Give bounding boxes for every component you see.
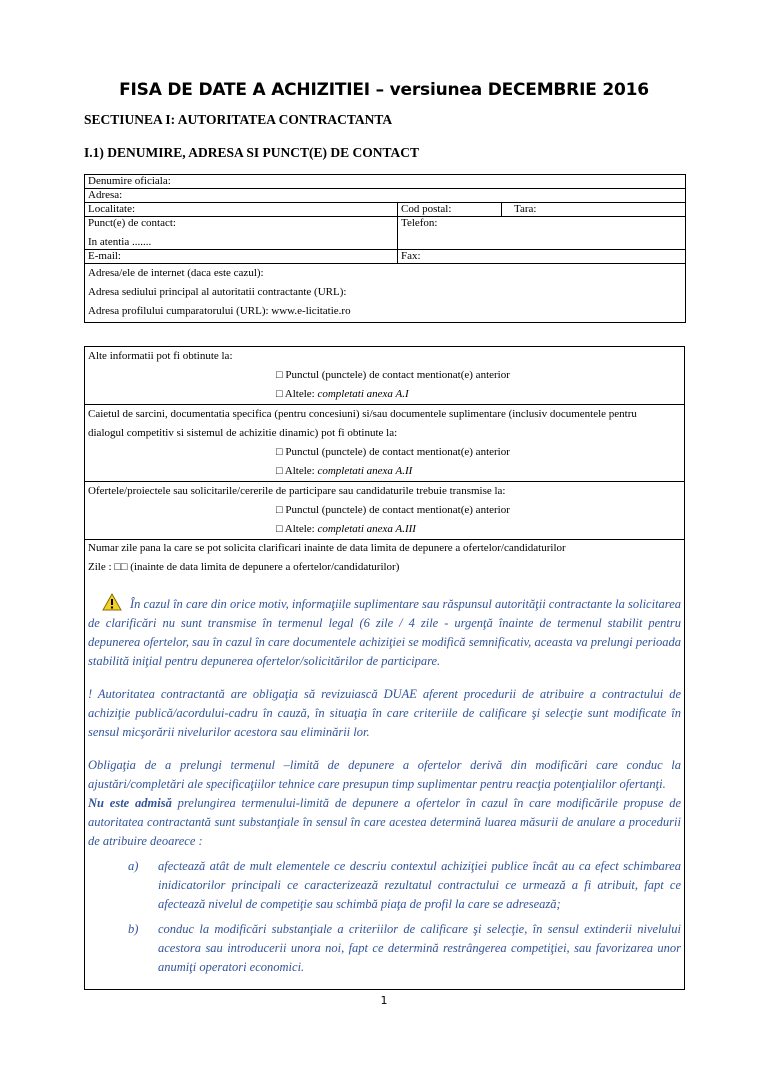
document-title: FISA DE DATE A ACHIZITIEI – versiunea DECEMBRIE 2016 <box>119 80 649 100</box>
anexa-a3: completati anexa A.III <box>317 523 416 535</box>
clarificari-cell <box>85 540 685 990</box>
note-nu-este-admisa <box>88 794 681 851</box>
anexa-a2: completati anexa A.II <box>317 465 413 477</box>
field-localitate: Localitate: <box>85 203 398 217</box>
subsection-heading: I.1) DENUMIRE, ADRESA SI PUNCT(E) DE CONTACT <box>84 145 420 160</box>
warning-icon <box>102 593 122 611</box>
note-p4-rest: prelungirea termenului-limită de depunere a ofertelor în cazul în care modificările propuse de autoritatea contractantă sunt substanţiale în sensul în care acestea determină luarea măsurii de anulare a procedurii de atribuire deoarece : <box>88 796 681 848</box>
field-denumire: Denumire oficiala: <box>85 175 686 189</box>
alte-label: Alte informatii pot fi obtinute la: <box>88 350 233 362</box>
numar-zile-label: Numar zile pana la care se pot solicita clarificari inainte de data limita de depunere a ofertelor/candidaturilor <box>88 542 566 554</box>
field-telefon: Telefon: <box>398 217 686 250</box>
list-item-a <box>128 857 681 914</box>
field-puncte-contact <box>85 217 398 250</box>
opt-altele[interactable] <box>88 462 681 481</box>
opt-punct-contact[interactable]: □ Punctul (punctele) de contact mentionat(e) anterior <box>276 446 510 458</box>
caiet-sarcini-cell <box>85 405 685 482</box>
internet-label: Adresa/ele de internet (daca este cazul): <box>88 267 264 279</box>
field-internet <box>85 264 686 323</box>
note-duae: ! Autoritatea contractantă are obligaţia să revizuiască DUAE aferent procedurii de atribuire a contractului de achiziţie publică/acordului-cadru în cauză, în situaţia în care criteriile de calificare şi selecţie sunt modificate în sensul micşorării nivelurilor acestora sau eliminării lor. <box>88 687 681 739</box>
list-text-a: afectează atât de mult elementele ce descriu contextul achiziţiei publice încât au ca efect schimbarea inidicatorilor principali ce caracterizează rezultatul contractului ce urmează a fi atribuit, fapt ce afectează nivelul de competiţie sau schimbă piaţa de profil la care se adresează; <box>158 859 681 911</box>
alte-informatii-cell <box>85 347 685 405</box>
note-p1: În cazul în care din orice motiv, informaţiile suplimentare sau răspunsul autorităţii contractante la solicitarea de clarificări nu sunt transmise în termenul legal (6 zile / 4 zile - urgenţă înainte de termenul stabilit pentru depunerea ofertelor, sau în cazul în care documentele achiziţiei se modifică semnificativ, aceasta va prelungi perioada stabilită iniţial pentru depunerea ofertelor/solicitărilor de participare. <box>88 597 681 668</box>
info-table <box>84 346 685 990</box>
altele-prefix: □ Altele: <box>276 523 318 535</box>
oferte-label: Ofertele/proiectele sau solicitarile/cererile de participare sau candidaturile trebuie transmise la: <box>88 485 506 497</box>
field-adresa: Adresa: <box>85 189 686 203</box>
sediu-url-label: Adresa sediului principal al autoritatii contractante (URL): <box>88 286 347 298</box>
caiet-label-2: dialogul competitiv si sistemul de achizitie dinamic) pot fi obtinute la: <box>88 427 398 439</box>
altele-prefix: □ Altele: <box>276 388 318 400</box>
field-tara: Tara: <box>502 203 686 217</box>
opt-punct-contact[interactable]: □ Punctul (punctele) de contact mentionat(e) anterior <box>276 369 510 381</box>
note-prelungire: Obligaţia de a prelungi termenul –limită de depunere a ofertelor derivă din modificări care conduc la ajustări/completări ale specificaţiilor tehnice care presupun timp suplimentar pentru reacţia potenţialilor ofertanţi. <box>88 758 681 791</box>
anexa-a1: completati anexa A.I <box>317 388 409 400</box>
puncte-label: Punct(e) de contact: <box>88 217 176 229</box>
note-clarificari <box>88 593 681 671</box>
altele-prefix: □ Altele: <box>276 465 318 477</box>
list-text-b: conduc la modificări substanţiale a criteriilor de calificare şi selecţie, în sensul extinderii nivelului acestora sau introducerii unora noi, fapt ce determină restrângerea competiţiei, sau favorizarea unor anumiţi operatori economici. <box>158 922 681 974</box>
section-heading: SECTIUNEA I: AUTORITATEA CONTRACTANTA <box>84 112 393 127</box>
field-cod-postal: Cod postal: <box>398 203 502 217</box>
caiet-label-1: Caietul de sarcini, documentatia specifica (pentru concesiuni) si/sau documentele suplimentare (inclusiv documentele pentru <box>88 408 637 420</box>
list-label-b: b) <box>128 922 139 936</box>
list-item-b <box>128 920 681 977</box>
opt-punct-contact[interactable]: □ Punctul (punctele) de contact mentionat(e) anterior <box>276 504 510 516</box>
nu-este-admisa: Nu este admisă <box>88 796 172 810</box>
zile-label: Zile : □□ (inainte de data limita de depunere a ofertelor/candidaturilor) <box>88 561 400 573</box>
opt-altele[interactable] <box>88 385 681 404</box>
field-email: E-mail: <box>85 250 398 264</box>
opt-altele[interactable] <box>88 520 681 539</box>
in-atentia-label: In atentia ....... <box>88 236 152 248</box>
profil-url-label: Adresa profilului cumparatorului (URL): www.e-licitatie.ro <box>88 305 351 317</box>
page-number: 1 <box>380 994 388 1007</box>
contact-table <box>84 174 686 323</box>
oferte-cell <box>85 482 685 540</box>
field-fax: Fax: <box>398 250 686 264</box>
list-label-a: a) <box>128 859 139 873</box>
